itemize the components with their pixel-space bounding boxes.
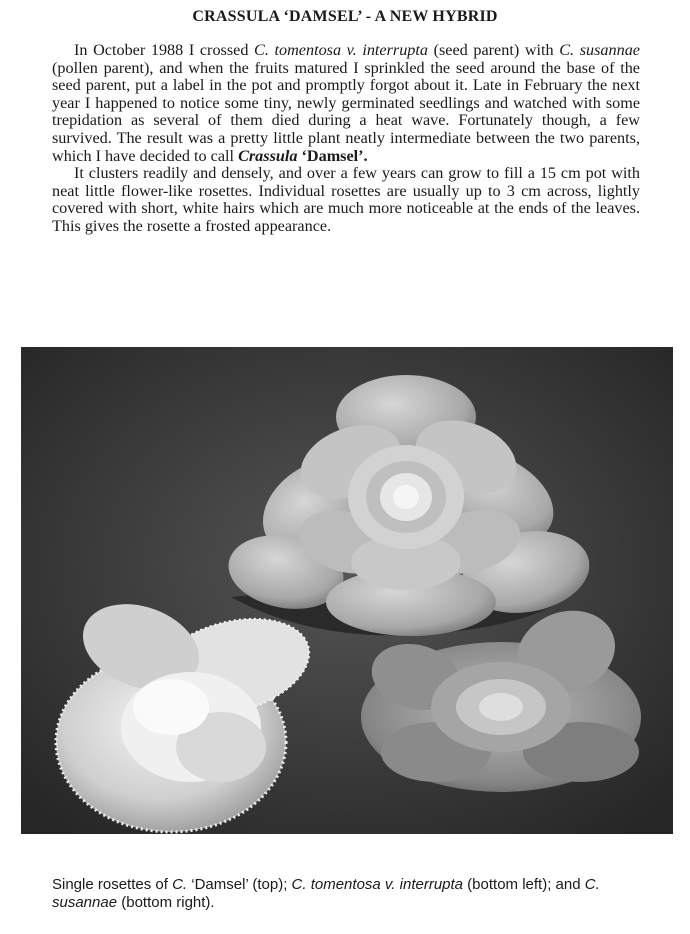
p1-text-3: (pollen parent), and when the fruits matured I sprinkled the seed around the base of the seed parent, put a label in the pot and promptly forgot about it. Late in February the next year I happened to notice some tiny, newly germinated seedlings and watched with some trepidation as several of them died during a heat wave. Fortunately though, a few survived. The result was a pretty little plant neatly intermediate between the two parents, which I have decided to call — [52, 58, 640, 165]
caption-text-4: (bottom right). — [117, 894, 215, 911]
p1-text-1: In October 1988 I crossed — [74, 41, 255, 59]
photo-caption — [52, 876, 652, 912]
p1-species-susannae: C. susannae — [559, 41, 640, 59]
p1-genus-crassula: Crassula — [238, 146, 298, 165]
p1-cultivar-damsel: ‘Damsel’ — [297, 146, 364, 165]
rosettes-photo-drawing — [21, 347, 673, 834]
caption-genus: C. — [172, 876, 188, 893]
article-title: CRASSULA ‘DAMSEL’ - A NEW HYBRID — [192, 8, 498, 25]
p1-species-tomentosa: C. tomentosa v. interrupta — [254, 41, 428, 59]
caption-species-tomentosa: C. tomentosa v. interrupta — [291, 876, 464, 893]
article-body — [52, 42, 640, 236]
caption-text-1: Single rosettes of — [52, 876, 173, 893]
caption-species-susannae: C. susannae — [52, 876, 600, 911]
caption-text-3: (bottom left); and — [463, 876, 585, 893]
paragraph-2: It clusters readily and densely, and over a few years can grow to fill a 15 cm pot with neat little flower-like rosettes. Individual rosettes are usually up to 3 cm across, lightly covered with short, white hairs which are much more noticeable at the ends of the leaves. This gives the rosette a frosted appearance. — [52, 164, 640, 235]
paragraph-1 — [52, 42, 640, 165]
rosettes-photo — [21, 347, 673, 834]
caption-text-2: ‘Damsel’ (top); — [187, 876, 292, 893]
p1-text-4: . — [363, 146, 368, 165]
p1-text-2: (seed parent) with — [427, 41, 560, 59]
